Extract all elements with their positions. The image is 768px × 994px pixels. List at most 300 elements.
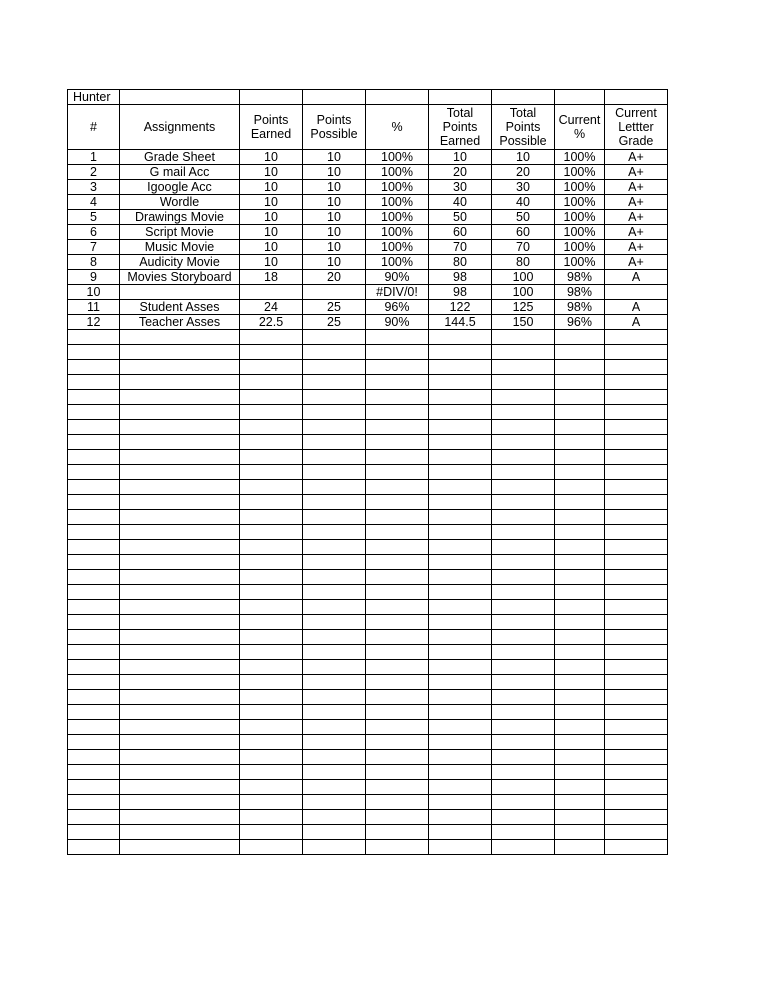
cell-percent[interactable]: 100% — [366, 180, 429, 195]
empty-cell[interactable] — [492, 360, 555, 375]
empty-cell[interactable] — [68, 765, 120, 780]
empty-cell[interactable] — [555, 570, 605, 585]
cell-total-earned[interactable]: 80 — [429, 255, 492, 270]
empty-cell[interactable] — [429, 465, 492, 480]
cell-number[interactable]: 2 — [68, 165, 120, 180]
cell-total-earned[interactable]: 70 — [429, 240, 492, 255]
empty-cell[interactable] — [366, 690, 429, 705]
cell-percent[interactable]: 100% — [366, 165, 429, 180]
empty-cell[interactable] — [68, 825, 120, 840]
cell-total-earned[interactable]: 30 — [429, 180, 492, 195]
empty-cell[interactable] — [429, 555, 492, 570]
empty-cell[interactable] — [240, 330, 303, 345]
empty-cell[interactable] — [555, 450, 605, 465]
empty-cell[interactable] — [120, 615, 240, 630]
empty-cell[interactable] — [120, 555, 240, 570]
empty-cell[interactable] — [555, 840, 605, 855]
empty-cell[interactable] — [492, 390, 555, 405]
empty-cell[interactable] — [303, 600, 366, 615]
cell-points-earned[interactable]: 24 — [240, 300, 303, 315]
empty-cell[interactable] — [303, 825, 366, 840]
cell-total-earned[interactable]: 60 — [429, 225, 492, 240]
empty-cell[interactable] — [366, 780, 429, 795]
empty-cell[interactable] — [492, 585, 555, 600]
cell-total-possible[interactable]: 60 — [492, 225, 555, 240]
empty-cell[interactable] — [605, 750, 668, 765]
empty-cell[interactable] — [240, 480, 303, 495]
empty-cell[interactable] — [120, 375, 240, 390]
empty-cell[interactable] — [366, 345, 429, 360]
cell-percent[interactable]: 100% — [366, 210, 429, 225]
cell-assignment[interactable]: Script Movie — [120, 225, 240, 240]
empty-cell[interactable] — [429, 645, 492, 660]
empty-cell[interactable] — [366, 840, 429, 855]
empty-cell[interactable] — [120, 585, 240, 600]
empty-cell[interactable] — [120, 660, 240, 675]
empty-cell[interactable] — [68, 720, 120, 735]
empty-cell[interactable] — [240, 555, 303, 570]
empty-cell[interactable] — [120, 645, 240, 660]
empty-cell[interactable] — [605, 795, 668, 810]
cell-current-percent[interactable]: 100% — [555, 210, 605, 225]
empty-cell[interactable] — [303, 810, 366, 825]
cell-number[interactable]: 7 — [68, 240, 120, 255]
empty-cell[interactable] — [555, 675, 605, 690]
cell-percent[interactable]: #DIV/0! — [366, 285, 429, 300]
cell-percent[interactable]: 100% — [366, 240, 429, 255]
empty-cell[interactable] — [492, 420, 555, 435]
empty-cell[interactable] — [120, 390, 240, 405]
empty-cell[interactable] — [303, 645, 366, 660]
empty-cell[interactable] — [240, 375, 303, 390]
cell-points-possible[interactable]: 10 — [303, 210, 366, 225]
empty-cell[interactable] — [240, 540, 303, 555]
empty-cell[interactable] — [120, 510, 240, 525]
empty-cell[interactable] — [605, 825, 668, 840]
empty-cell[interactable] — [240, 780, 303, 795]
cell-points-earned[interactable]: 10 — [240, 210, 303, 225]
empty-cell[interactable] — [303, 450, 366, 465]
empty-cell[interactable] — [605, 690, 668, 705]
empty-cell[interactable] — [303, 585, 366, 600]
empty-cell[interactable] — [240, 510, 303, 525]
empty-cell[interactable] — [429, 810, 492, 825]
cell-letter-grade[interactable]: A — [605, 270, 668, 285]
empty-cell[interactable] — [429, 660, 492, 675]
empty-cell[interactable] — [366, 585, 429, 600]
empty-cell[interactable] — [429, 450, 492, 465]
empty-cell[interactable] — [492, 510, 555, 525]
cell-total-possible[interactable]: 80 — [492, 255, 555, 270]
empty-cell[interactable] — [555, 795, 605, 810]
empty-cell[interactable] — [555, 525, 605, 540]
cell-points-earned[interactable]: 10 — [240, 225, 303, 240]
empty-cell[interactable] — [68, 375, 120, 390]
empty-cell[interactable] — [605, 555, 668, 570]
empty-cell[interactable] — [429, 435, 492, 450]
empty-cell[interactable] — [555, 690, 605, 705]
empty-cell[interactable] — [303, 570, 366, 585]
cell-number[interactable]: 12 — [68, 315, 120, 330]
empty-cell[interactable] — [366, 660, 429, 675]
empty-cell[interactable] — [492, 555, 555, 570]
empty-cell[interactable] — [555, 390, 605, 405]
cell-points-possible[interactable]: 10 — [303, 180, 366, 195]
cell-points-earned[interactable]: 18 — [240, 270, 303, 285]
empty-cell[interactable] — [303, 435, 366, 450]
empty-cell[interactable] — [366, 735, 429, 750]
empty-cell[interactable] — [240, 345, 303, 360]
cell-assignment[interactable]: Igoogle Acc — [120, 180, 240, 195]
cell-letter-grade[interactable]: A+ — [605, 165, 668, 180]
cell-points-possible[interactable]: 10 — [303, 225, 366, 240]
empty-cell[interactable] — [366, 390, 429, 405]
empty-cell[interactable] — [555, 600, 605, 615]
empty-cell[interactable] — [429, 750, 492, 765]
empty-cell[interactable] — [605, 600, 668, 615]
empty-cell[interactable] — [120, 720, 240, 735]
empty-cell[interactable] — [120, 630, 240, 645]
empty-cell[interactable] — [492, 405, 555, 420]
cell-current-percent[interactable]: 100% — [555, 150, 605, 165]
cell-total-earned[interactable]: 122 — [429, 300, 492, 315]
empty-cell[interactable] — [605, 405, 668, 420]
cell-letter-grade[interactable]: A — [605, 300, 668, 315]
cell-assignment[interactable]: Grade Sheet — [120, 150, 240, 165]
empty-cell[interactable] — [366, 825, 429, 840]
empty-cell[interactable] — [429, 795, 492, 810]
empty-cell[interactable] — [429, 765, 492, 780]
empty-cell[interactable] — [303, 555, 366, 570]
empty-cell[interactable] — [429, 690, 492, 705]
empty-cell[interactable] — [303, 360, 366, 375]
empty-cell[interactable] — [555, 435, 605, 450]
cell-points-possible[interactable]: 10 — [303, 240, 366, 255]
empty-cell[interactable] — [68, 345, 120, 360]
cell-percent[interactable]: 100% — [366, 195, 429, 210]
empty-cell[interactable] — [240, 585, 303, 600]
cell-total-possible[interactable]: 100 — [492, 285, 555, 300]
empty-cell[interactable] — [605, 840, 668, 855]
empty-cell[interactable] — [429, 525, 492, 540]
header-current-percent[interactable]: Current % — [555, 105, 605, 150]
cell-points-earned[interactable] — [240, 285, 303, 300]
empty-cell[interactable] — [240, 405, 303, 420]
empty-cell[interactable] — [240, 810, 303, 825]
empty-cell[interactable] — [555, 615, 605, 630]
empty-cell[interactable] — [303, 330, 366, 345]
empty-cell[interactable] — [605, 540, 668, 555]
empty-cell[interactable] — [120, 840, 240, 855]
empty-cell[interactable] — [366, 360, 429, 375]
empty-cell[interactable] — [366, 720, 429, 735]
empty-cell[interactable] — [303, 540, 366, 555]
empty-cell[interactable] — [555, 780, 605, 795]
empty-cell[interactable] — [366, 750, 429, 765]
cell-number[interactable]: 1 — [68, 150, 120, 165]
cell-number[interactable]: 8 — [68, 255, 120, 270]
empty-cell[interactable] — [303, 840, 366, 855]
cell-total-earned[interactable]: 40 — [429, 195, 492, 210]
empty-cell[interactable] — [555, 405, 605, 420]
cell-number[interactable]: 6 — [68, 225, 120, 240]
cell-current-percent[interactable]: 100% — [555, 255, 605, 270]
empty-cell[interactable] — [366, 480, 429, 495]
empty-cell[interactable] — [68, 795, 120, 810]
cell-current-percent[interactable]: 98% — [555, 300, 605, 315]
empty-cell[interactable] — [68, 465, 120, 480]
empty-cell[interactable] — [605, 615, 668, 630]
empty-cell[interactable] — [240, 840, 303, 855]
empty-cell[interactable] — [120, 420, 240, 435]
empty-cell[interactable] — [492, 345, 555, 360]
cell-percent[interactable]: 90% — [366, 315, 429, 330]
empty-cell[interactable] — [68, 405, 120, 420]
empty-cell[interactable] — [555, 360, 605, 375]
empty-cell[interactable] — [555, 660, 605, 675]
empty-cell[interactable] — [68, 645, 120, 660]
empty-cell[interactable] — [68, 420, 120, 435]
empty-cell[interactable] — [366, 600, 429, 615]
empty-cell[interactable] — [605, 525, 668, 540]
empty-cell[interactable] — [605, 390, 668, 405]
empty-cell[interactable] — [366, 675, 429, 690]
empty-cell[interactable] — [120, 735, 240, 750]
empty-cell[interactable] — [240, 435, 303, 450]
empty-cell[interactable] — [120, 480, 240, 495]
empty-cell[interactable] — [240, 765, 303, 780]
blank-cell[interactable] — [366, 90, 429, 105]
empty-cell[interactable] — [492, 495, 555, 510]
empty-cell[interactable] — [303, 390, 366, 405]
cell-points-earned[interactable]: 10 — [240, 255, 303, 270]
cell-number[interactable]: 5 — [68, 210, 120, 225]
empty-cell[interactable] — [492, 375, 555, 390]
empty-cell[interactable] — [605, 780, 668, 795]
cell-points-possible[interactable]: 25 — [303, 315, 366, 330]
cell-current-percent[interactable]: 100% — [555, 165, 605, 180]
empty-cell[interactable] — [429, 840, 492, 855]
empty-cell[interactable] — [605, 510, 668, 525]
empty-cell[interactable] — [68, 750, 120, 765]
empty-cell[interactable] — [120, 435, 240, 450]
cell-letter-grade[interactable]: A+ — [605, 195, 668, 210]
empty-cell[interactable] — [366, 555, 429, 570]
empty-cell[interactable] — [68, 735, 120, 750]
empty-cell[interactable] — [120, 765, 240, 780]
empty-cell[interactable] — [303, 615, 366, 630]
empty-cell[interactable] — [555, 765, 605, 780]
empty-cell[interactable] — [492, 795, 555, 810]
empty-cell[interactable] — [120, 780, 240, 795]
empty-cell[interactable] — [492, 780, 555, 795]
cell-assignment[interactable]: Teacher Asses — [120, 315, 240, 330]
blank-cell[interactable] — [605, 90, 668, 105]
empty-cell[interactable] — [605, 810, 668, 825]
empty-cell[interactable] — [303, 345, 366, 360]
empty-cell[interactable] — [366, 630, 429, 645]
cell-total-earned[interactable]: 98 — [429, 270, 492, 285]
empty-cell[interactable] — [605, 630, 668, 645]
empty-cell[interactable] — [240, 360, 303, 375]
empty-cell[interactable] — [492, 825, 555, 840]
cell-total-earned[interactable]: 20 — [429, 165, 492, 180]
empty-cell[interactable] — [68, 780, 120, 795]
empty-cell[interactable] — [366, 375, 429, 390]
cell-assignment[interactable]: Wordle — [120, 195, 240, 210]
header-assignments[interactable]: Assignments — [120, 105, 240, 150]
empty-cell[interactable] — [429, 495, 492, 510]
empty-cell[interactable] — [492, 840, 555, 855]
cell-total-earned[interactable]: 10 — [429, 150, 492, 165]
empty-cell[interactable] — [120, 450, 240, 465]
cell-current-percent[interactable]: 100% — [555, 240, 605, 255]
empty-cell[interactable] — [303, 480, 366, 495]
empty-cell[interactable] — [303, 495, 366, 510]
empty-cell[interactable] — [68, 810, 120, 825]
empty-cell[interactable] — [303, 735, 366, 750]
empty-cell[interactable] — [429, 390, 492, 405]
cell-letter-grade[interactable]: A — [605, 315, 668, 330]
empty-cell[interactable] — [366, 525, 429, 540]
empty-cell[interactable] — [492, 450, 555, 465]
empty-cell[interactable] — [120, 750, 240, 765]
empty-cell[interactable] — [492, 600, 555, 615]
header-total-points-earned[interactable]: Total Points Earned — [429, 105, 492, 150]
empty-cell[interactable] — [68, 510, 120, 525]
empty-cell[interactable] — [429, 585, 492, 600]
empty-cell[interactable] — [303, 765, 366, 780]
empty-cell[interactable] — [68, 660, 120, 675]
cell-points-earned[interactable]: 10 — [240, 165, 303, 180]
empty-cell[interactable] — [429, 420, 492, 435]
empty-cell[interactable] — [429, 630, 492, 645]
empty-cell[interactable] — [303, 795, 366, 810]
empty-cell[interactable] — [605, 720, 668, 735]
header-points-earned[interactable]: Points Earned — [240, 105, 303, 150]
cell-letter-grade[interactable]: A+ — [605, 255, 668, 270]
cell-points-possible[interactable]: 10 — [303, 195, 366, 210]
empty-cell[interactable] — [68, 555, 120, 570]
empty-cell[interactable] — [68, 390, 120, 405]
empty-cell[interactable] — [555, 420, 605, 435]
empty-cell[interactable] — [492, 330, 555, 345]
cell-letter-grade[interactable]: A+ — [605, 225, 668, 240]
empty-cell[interactable] — [68, 705, 120, 720]
empty-cell[interactable] — [366, 570, 429, 585]
empty-cell[interactable] — [120, 465, 240, 480]
empty-cell[interactable] — [605, 570, 668, 585]
empty-cell[interactable] — [429, 570, 492, 585]
cell-assignment[interactable]: Student Asses — [120, 300, 240, 315]
empty-cell[interactable] — [303, 525, 366, 540]
empty-cell[interactable] — [555, 540, 605, 555]
empty-cell[interactable] — [366, 450, 429, 465]
cell-number[interactable]: 11 — [68, 300, 120, 315]
owner-cell[interactable]: Hunter — [68, 90, 120, 105]
empty-cell[interactable] — [492, 690, 555, 705]
empty-cell[interactable] — [303, 405, 366, 420]
cell-assignment[interactable]: Audicity Movie — [120, 255, 240, 270]
empty-cell[interactable] — [120, 345, 240, 360]
empty-cell[interactable] — [429, 345, 492, 360]
empty-cell[interactable] — [555, 810, 605, 825]
empty-cell[interactable] — [429, 360, 492, 375]
cell-points-possible[interactable]: 10 — [303, 165, 366, 180]
empty-cell[interactable] — [492, 750, 555, 765]
empty-cell[interactable] — [555, 465, 605, 480]
empty-cell[interactable] — [68, 525, 120, 540]
empty-cell[interactable] — [605, 435, 668, 450]
empty-cell[interactable] — [68, 330, 120, 345]
empty-cell[interactable] — [555, 555, 605, 570]
empty-cell[interactable] — [68, 675, 120, 690]
empty-cell[interactable] — [555, 645, 605, 660]
empty-cell[interactable] — [429, 825, 492, 840]
cell-assignment[interactable]: Drawings Movie — [120, 210, 240, 225]
empty-cell[interactable] — [429, 675, 492, 690]
empty-cell[interactable] — [68, 450, 120, 465]
empty-cell[interactable] — [240, 630, 303, 645]
cell-total-possible[interactable]: 20 — [492, 165, 555, 180]
empty-cell[interactable] — [492, 645, 555, 660]
empty-cell[interactable] — [240, 525, 303, 540]
empty-cell[interactable] — [303, 720, 366, 735]
empty-cell[interactable] — [492, 540, 555, 555]
empty-cell[interactable] — [68, 570, 120, 585]
empty-cell[interactable] — [429, 720, 492, 735]
empty-cell[interactable] — [492, 480, 555, 495]
cell-number[interactable]: 9 — [68, 270, 120, 285]
cell-points-possible[interactable] — [303, 285, 366, 300]
empty-cell[interactable] — [605, 705, 668, 720]
empty-cell[interactable] — [366, 435, 429, 450]
empty-cell[interactable] — [555, 705, 605, 720]
cell-letter-grade[interactable]: A+ — [605, 210, 668, 225]
empty-cell[interactable] — [555, 375, 605, 390]
empty-cell[interactable] — [492, 810, 555, 825]
cell-total-possible[interactable]: 150 — [492, 315, 555, 330]
cell-total-possible[interactable]: 50 — [492, 210, 555, 225]
empty-cell[interactable] — [492, 705, 555, 720]
empty-cell[interactable] — [366, 330, 429, 345]
cell-points-earned[interactable]: 10 — [240, 195, 303, 210]
cell-total-possible[interactable]: 100 — [492, 270, 555, 285]
empty-cell[interactable] — [555, 345, 605, 360]
cell-points-possible[interactable]: 10 — [303, 150, 366, 165]
cell-percent[interactable]: 100% — [366, 225, 429, 240]
empty-cell[interactable] — [492, 765, 555, 780]
empty-cell[interactable] — [240, 450, 303, 465]
blank-cell[interactable] — [303, 90, 366, 105]
cell-total-possible[interactable]: 125 — [492, 300, 555, 315]
empty-cell[interactable] — [303, 780, 366, 795]
empty-cell[interactable] — [68, 435, 120, 450]
empty-cell[interactable] — [68, 480, 120, 495]
empty-cell[interactable] — [120, 525, 240, 540]
empty-cell[interactable] — [120, 810, 240, 825]
cell-letter-grade[interactable]: A+ — [605, 180, 668, 195]
empty-cell[interactable] — [366, 405, 429, 420]
cell-percent[interactable]: 100% — [366, 150, 429, 165]
empty-cell[interactable] — [366, 615, 429, 630]
cell-points-possible[interactable]: 20 — [303, 270, 366, 285]
empty-cell[interactable] — [492, 660, 555, 675]
empty-cell[interactable] — [429, 375, 492, 390]
empty-cell[interactable] — [492, 435, 555, 450]
blank-cell[interactable] — [555, 90, 605, 105]
cell-assignment[interactable] — [120, 285, 240, 300]
